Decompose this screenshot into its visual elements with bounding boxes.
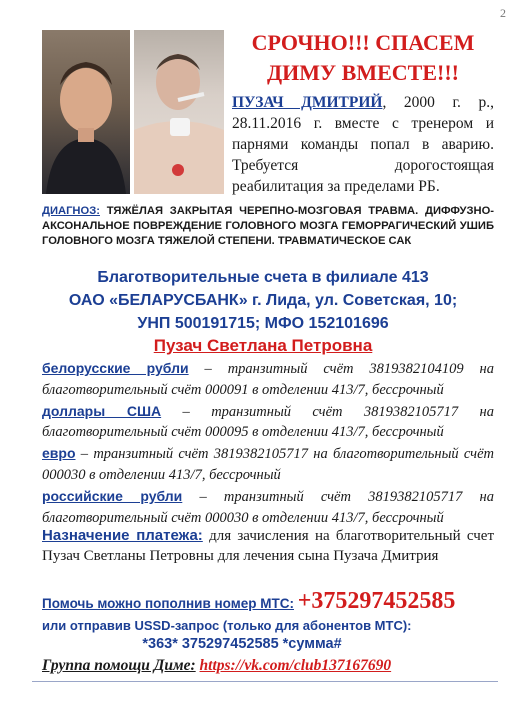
account-entry bbox=[42, 358, 494, 401]
account-currency: белорусские рубли bbox=[42, 360, 189, 376]
account-currency: евро bbox=[42, 445, 76, 462]
photo-collage bbox=[42, 30, 224, 194]
bank-line-3: УНП 500191715; МФО 152101696 bbox=[137, 315, 389, 332]
account-text: – транзитный счёт 3819382104109 на благотворительный счёт 000091 в отделении 413/7, бессрочный bbox=[42, 361, 494, 398]
account-text: – транзитный счёт 3819382105717 на благотворительный счёт 000030 в отделении 413/7, бессрочный bbox=[42, 446, 494, 483]
account-entry bbox=[42, 486, 494, 529]
bank-details bbox=[30, 266, 496, 335]
diagnosis-block bbox=[42, 204, 494, 249]
ussd-code: *363* 375297452585 *сумма# bbox=[142, 636, 342, 652]
page-title: СРОЧНО!!! СПАСЕМ ДИМУ ВМЕСТЕ!!! bbox=[251, 30, 475, 85]
group-label: Группа помощи Диме: bbox=[42, 657, 196, 674]
account-entry bbox=[42, 443, 494, 486]
account-owner: Пузач Светлана Петровна bbox=[153, 336, 373, 355]
intro-paragraph bbox=[232, 92, 494, 197]
mts-help-line bbox=[42, 588, 502, 615]
patient-name: ПУЗАЧ ДМИТРИЙ bbox=[232, 94, 383, 111]
bank-line-2: ОАО «БЕЛАРУСБАНК» г. Лида, ул. Советская, 10; bbox=[68, 292, 458, 309]
purpose-text: для зачисления на благотворительный счет Пузач Светланы Петровны для лечения сына Пузача Дмитрия bbox=[42, 528, 495, 564]
hospital-photo bbox=[134, 30, 224, 194]
diagnosis-label: ДИАГНОЗ: bbox=[42, 205, 100, 217]
portrait-photo bbox=[42, 30, 130, 194]
bank-line-1: Благотворительные счета в филиале 413 bbox=[97, 269, 429, 286]
account-list bbox=[42, 358, 494, 528]
group-link[interactable]: https://vk.com/club137167690 bbox=[199, 657, 392, 674]
account-text: – транзитный счёт 3819382105717 на благотворительный счёт 000030 в отделении 413/7, бессрочный bbox=[42, 488, 495, 526]
payment-purpose bbox=[42, 526, 494, 566]
purpose-label: Назначение платежа: bbox=[42, 527, 203, 544]
account-entry bbox=[42, 401, 494, 444]
help-group-line bbox=[42, 657, 502, 675]
page-number: 2 bbox=[500, 6, 506, 20]
intro-text: , 2000 г. р., 28.11.2016 г. вместе с тренером и парнями команды попал в аварию. Требуется дорогостоящая реабилитация за пределами РБ. bbox=[232, 94, 494, 195]
diagnosis-text: ТЯЖЁЛАЯ ЗАКРЫТАЯ ЧЕРЕПНО-МОЗГОВАЯ ТРАВМА. ДИФФУЗНО-АКСОНАЛЬНОЕ ПОВРЕЖДЕНИЕ ГОЛОВНОГО МОЗГА ГЕМОРРАГИЧЕСКИЙ УШИБ ГОЛОВНОГО МОЗГА ТЯЖЕЛОЙ СТЕПЕНИ. ТРАВМАТИЧЕСКОЕ САК bbox=[42, 205, 494, 247]
phone-number[interactable]: +375297452585 bbox=[297, 588, 456, 614]
help-label: Помочь можно пополнив номер МТС: bbox=[42, 596, 294, 611]
ussd-line: или отправив USSD-запрос (только для абонентов МТС): bbox=[42, 618, 412, 633]
bottom-divider bbox=[32, 681, 498, 682]
account-text: – транзитный счёт 3819382105717 на благотворительный счёт 000095 в отделении 413/7, бессрочный bbox=[42, 403, 494, 441]
account-currency: доллары США bbox=[42, 402, 162, 419]
account-currency: российские рубли bbox=[42, 487, 183, 504]
